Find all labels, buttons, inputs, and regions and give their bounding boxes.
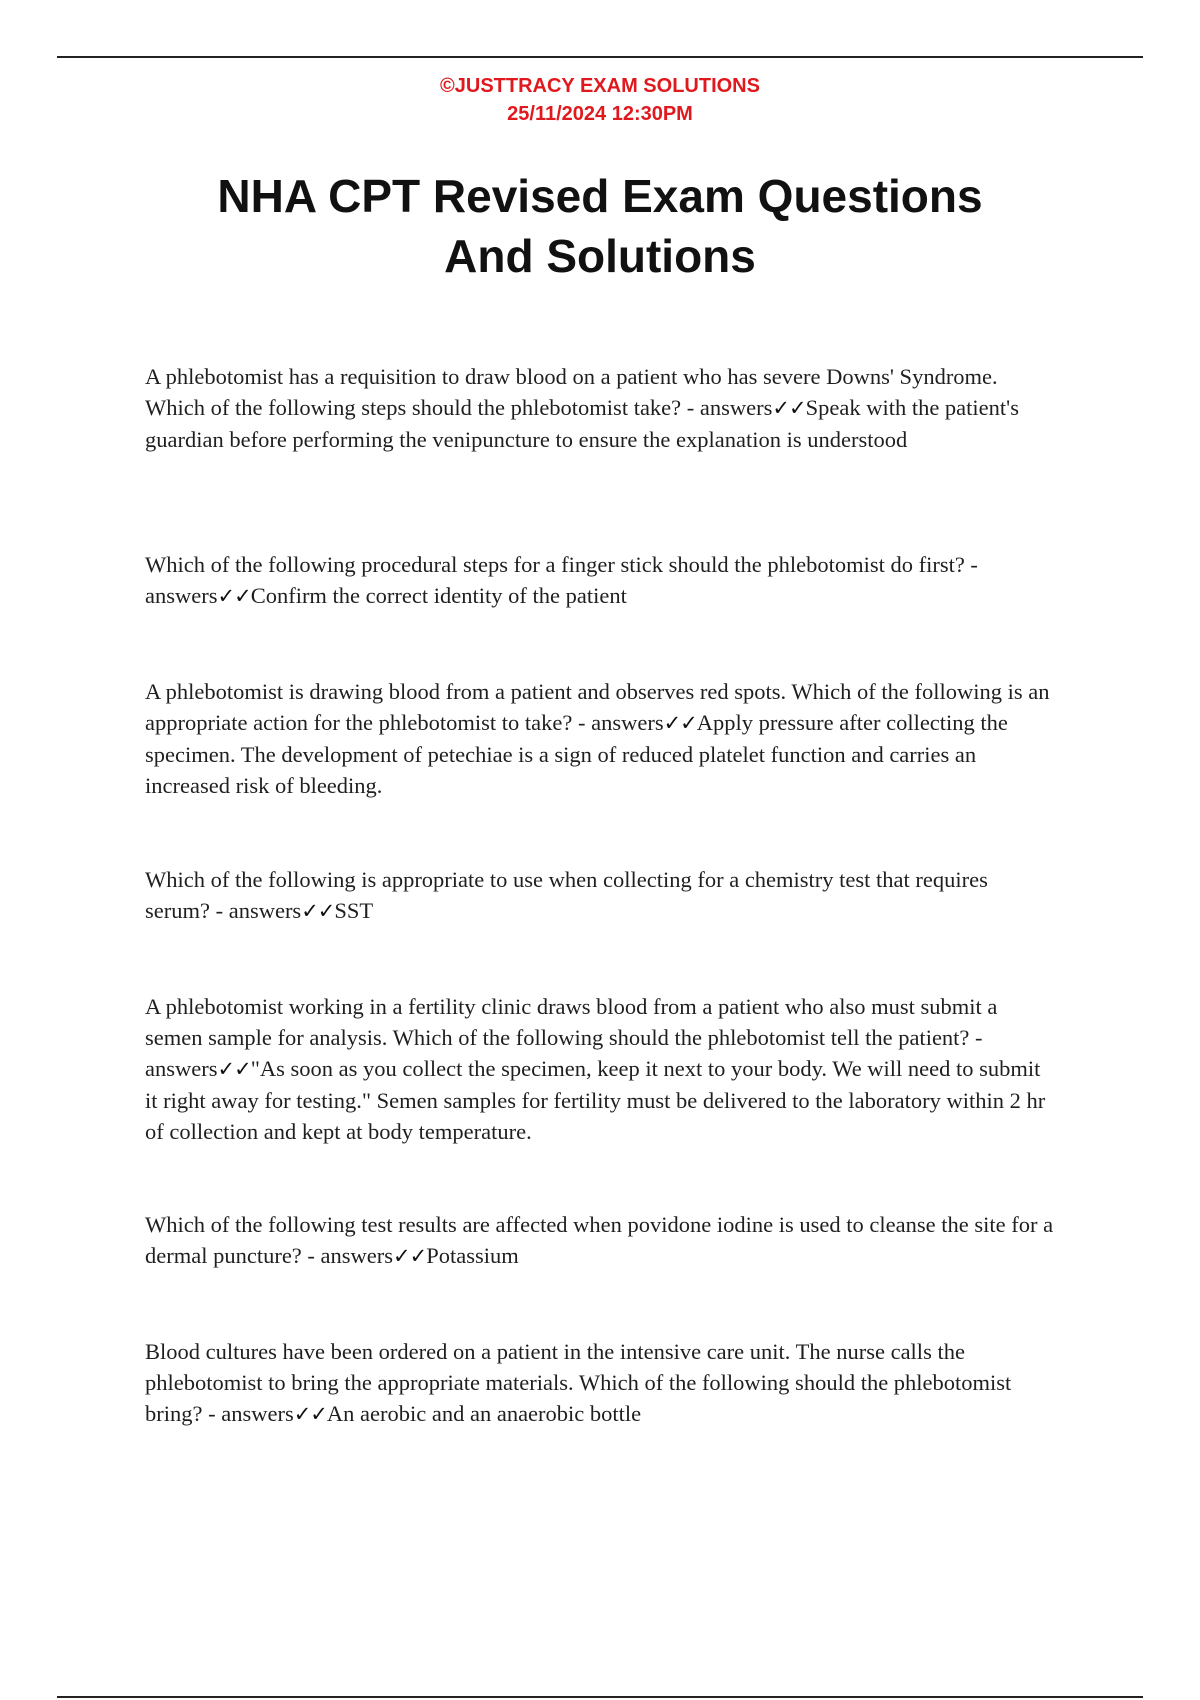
question-text: A phlebotomist is drawing blood from a patient and observes red spots. Which of the following is an appropriate action for the phlebotomist to take? - answers [145,678,1050,735]
answer-text: SST [334,897,374,923]
watermark-header [0,72,1200,128]
qa-item [145,361,1057,455]
qa-item [145,1336,1057,1430]
checkmark-icon: ✓✓ [301,898,335,923]
question-text: Which of the following is appropriate to use when collecting for a chemistry test that requires serum? - answers [145,866,988,923]
page-title [0,166,1200,286]
answer-text: Confirm the correct identity of the patient [250,582,627,608]
qa-item [145,864,1057,927]
title-line-2: And Solutions [444,230,756,282]
qa-item [145,1209,1057,1272]
qa-item [145,676,1057,801]
qa-item [145,549,1057,612]
question-text: A phlebotomist has a requisition to draw blood on a patient who has severe Downs' Syndrome. Which of the following steps should the phlebotomist take? - answers [145,363,998,420]
question-text: Which of the following procedural steps for a finger stick should the phlebotomist do first? - answers [145,551,978,608]
checkmark-icon: ✓✓ [217,1056,251,1081]
question-text: Blood cultures have been ordered on a patient in the intensive care unit. The nurse calls the phlebotomist to bring the appropriate materials. Which of the following should the phlebotomist bring? - answers [145,1338,1012,1426]
checkmark-icon: ✓✓ [217,583,251,608]
bottom-rule [57,1696,1143,1698]
checkmark-icon: ✓✓ [663,710,697,735]
question-text: Which of the following test results are affected when povidone iodine is used to cleanse the site for a dermal puncture? - answers [145,1211,1054,1268]
answer-text: Speak with the patient's guardian before performing the venipuncture to ensure the explanation is understood [145,394,1019,452]
title-line-1: NHA CPT Revised Exam Questions [217,170,983,222]
answer-text: "As soon as you collect the specimen, keep it next to your body. We will need to submit it right away for testing." Semen samples for fertility must be delivered to the laboratory within 2 hr of collection and kept at body temperature. [145,1055,1046,1144]
checkmark-icon: ✓✓ [293,1401,327,1426]
checkmark-icon: ✓✓ [393,1243,427,1268]
top-rule [57,56,1143,58]
answer-text: An aerobic and an anaerobic bottle [326,1400,642,1426]
qa-item [145,991,1057,1147]
answer-text: Potassium [426,1242,519,1268]
checkmark-icon: ✓✓ [772,395,806,420]
copyright-line: ©JUSTTRACY EXAM SOLUTIONS [440,75,760,97]
question-text: A phlebotomist working in a fertility clinic draws blood from a patient who also must submit a semen sample for analysis. Which of the following should the phlebotomist tell the patient? - answers [145,993,998,1081]
answer-text: Apply pressure after collecting the specimen. The development of petechiae is a sign of reduced platelet function and carries an increased risk of bleeding. [145,709,1008,798]
datetime-line: 25/11/2024 12:30PM [507,103,693,125]
